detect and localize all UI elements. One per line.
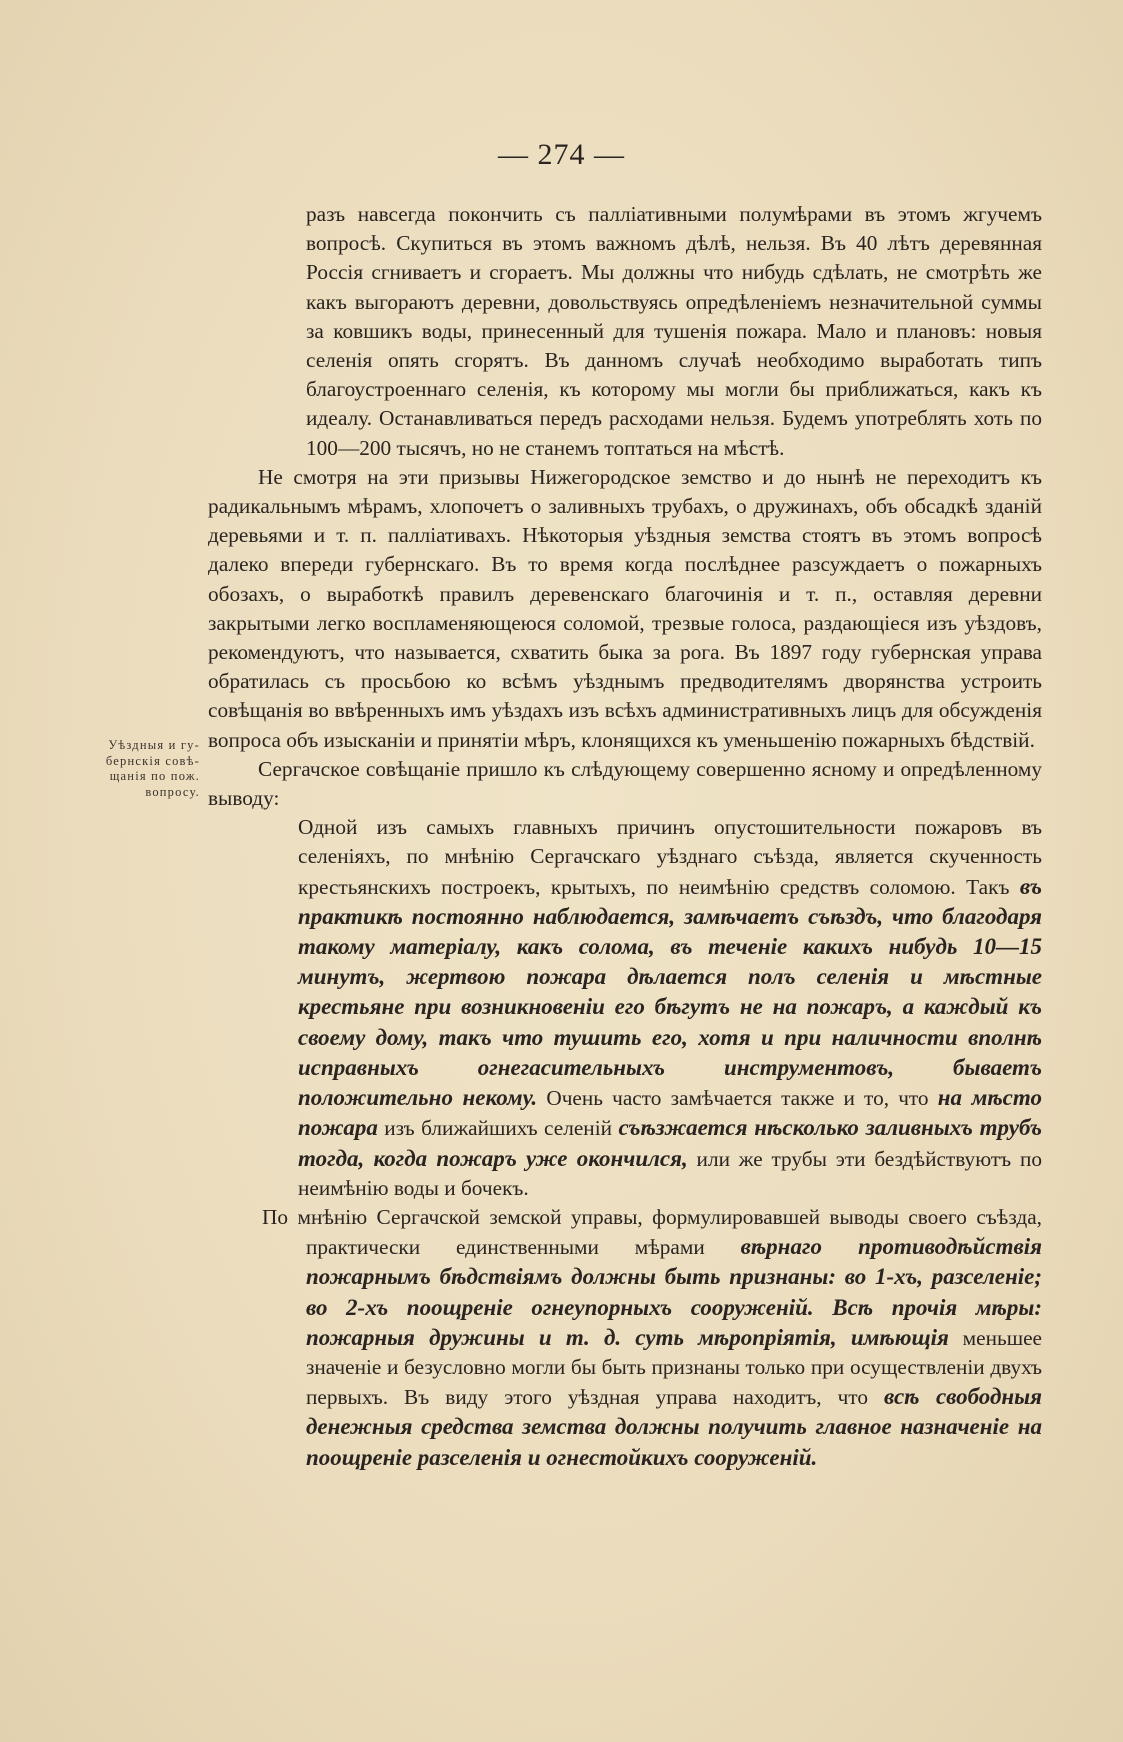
margin-note-line: Уѣздныя и гу- [108, 738, 200, 752]
quote-text: Очень часто замѣчается также и то, что [537, 1086, 938, 1111]
paragraph-zemstvo-uprava [208, 1203, 1042, 1473]
quote-text: или же трубы эти бездѣйствуютъ по неимѣнію воды и бочекъ. [298, 1146, 1042, 1200]
paragraph-emphasis: вѣрнаго противодѣйствія пожарнымъ бѣдствіямъ должны быть признаны: во 1-хъ, разселеніе; во 2-хъ поощреніе огнеупорныхъ сооруженій. Всѣ прочія мѣры: пожарныя дружины и т. д. суть мѣропріятія, имѣющія [306, 1234, 1042, 1350]
quote-text: Одной изъ самыхъ главныхъ причинъ опустошительности пожаровъ въ селеніяхъ, по мнѣнію Сергачскаго уѣзднаго съѣзда, является скученность крестьянскихъ построекъ, крытыхъ, по неимѣнію средствъ соломою. Такъ [298, 815, 1042, 899]
margin-note-line: щанія по пож. [109, 769, 200, 783]
quoted-conclusion [208, 813, 1042, 1203]
paragraph-nizhny-zemstvo: Не смотря на эти призывы Нижегородское земство и до нынѣ не переходитъ къ радикальнымъ мѣрамъ, хлопочетъ о заливныхъ трубахъ, о дружинахъ, объ обсадкѣ зданій деревьями и т. п. палліативахъ. Нѣкоторыя уѣздныя земства стоятъ въ этомъ вопросѣ далеко впереди губернскаго. Въ то время когда послѣднее разсуждаетъ о пожарныхъ обозахъ, о выработкѣ правилъ деревенскаго благочинія и т. п., оставляя деревни закрытыми легко воспламеняющеюся соломой, трезвые голоса, раздающіеся изъ уѣздовъ, рекомендуютъ, что называется, схватить быка за рога. Въ 1897 году губернская управа обратилась съ просьбою ко всѣмъ уѣзднымъ предводителямъ дворянства устроить совѣщанія во ввѣренныхъ имъ уѣздахъ изъ всѣхъ административныхъ лицъ для обсужденія вопроса объ изысканіи и принятіи мѣръ, клонящихся къ уменьшенію пожарныхъ бѣдствій. [208, 464, 1042, 752]
quote-emphasis: на мѣсто пожара [298, 1085, 1042, 1141]
quote-text: изъ ближайшихъ селеній [377, 1116, 619, 1141]
paragraph-text: меньшее значеніе и безусловно могли бы быть признаны только при осуществленіи двухъ первыхъ. Въ виду этого уѣздная управа находитъ, что [306, 1325, 1042, 1410]
margin-note-line: вопросу. [145, 784, 200, 799]
quote-emphasis: въ практикѣ постоянно наблюдается, замѣчаетъ съѣздъ, что благодаря такому матеріалу, какъ солома, въ теченіе какихъ нибудь 10—15 минутъ, жертвою пожара дѣлается полъ селенія и мѣстные крестьяне при возникновеніи его бѣгутъ не на пожаръ, а каждый къ своему дому, такъ что тушить его, хотя и при наличности вполнѣ исправныхъ огнегасительныхъ инструментовъ, бываетъ положительно некому. [298, 873, 1042, 1111]
quote-emphasis: съѣзжается нѣсколько заливныхъ трубъ тогда, когда пожаръ уже окончился, [298, 1115, 1042, 1171]
paragraph-sergach-conclusion [208, 755, 1042, 813]
body-text [208, 200, 1042, 1473]
paragraph-continuation: разъ навсегда покончить съ палліативными полумѣрами въ этомъ жгучемъ вопросѣ. Скупиться въ этомъ важномъ дѣлѣ, нельзя. Въ 40 лѣтъ деревянная Россія сгниваетъ и сгораетъ. Мы должны что нибудь сдѣлать, не смотрѣть же какъ выгораютъ деревни, довольствуясь опредѣленіемъ незначительной суммы за ковшикъ воды, принесенный для тушенія пожара. Мало и плановъ: новыя селенія опять сгорятъ. Въ данномъ случаѣ необходимо выработать типъ благоустроеннаго селенія, къ которому мы могли бы приближаться, какъ къ идеалу. Останавливаться передъ расходами нельзя. Будемъ употреблять хоть по 100—200 тысячъ, но не станемъ топтаться на мѣстѣ. [306, 202, 1042, 460]
paragraph-text: По мнѣнію Сергачской земской управы, формулировавшей выводы своего съѣзда, практически единственными мѣрами [262, 1204, 1042, 1260]
page-number: — 274 — [498, 138, 625, 171]
paragraph-emphasis: всѣ свободныя денежныя средства земства должны получить главное назначеніе на поощреніе разселенія и огнестойкихъ сооруженій. [306, 1384, 1042, 1470]
margin-note [56, 738, 200, 800]
margin-note-line: бернскія совѣ- [105, 753, 200, 768]
paragraph-text: Сергачское совѣщаніе пришло къ слѣдующему совершенно ясному и опредѣленному выводу: [208, 756, 1042, 811]
